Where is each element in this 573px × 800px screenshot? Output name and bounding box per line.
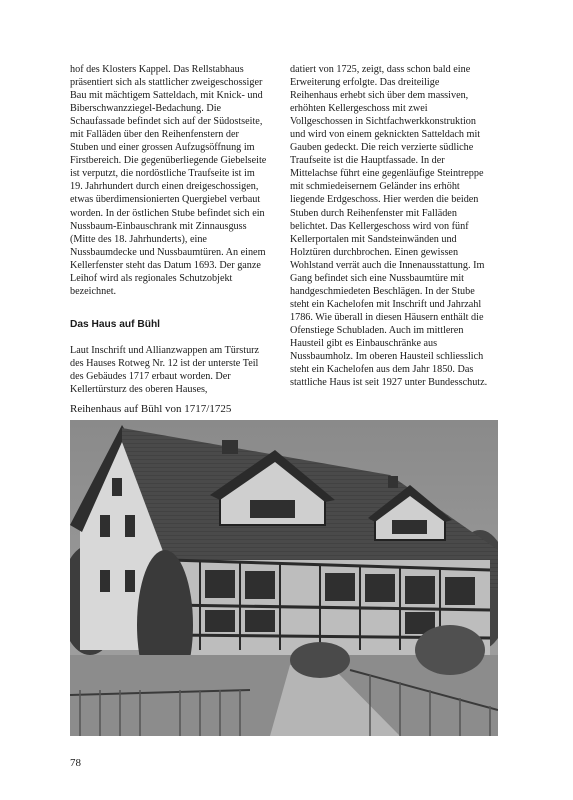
left-column-text-2	[70, 334, 268, 407]
house-photo-illustration	[70, 420, 498, 736]
right-column-text	[290, 63, 488, 389]
house-photograph	[70, 420, 498, 736]
page-number: 78	[70, 757, 81, 769]
figure-caption: Reihenhaus auf Bühl von 1717/1725	[70, 403, 232, 415]
right-paragraph-1: datiert von 1725, zeigt, dass schon bald eine Erweiterung erfolgte. Das dreiteilige Reihenhaus erhebt sich über dem massiven, erhöhten Kellergeschoss mit zwei Vollgeschossen in Sichtfachwerkkonstruktion und wird von einem geknickten Satteldach mit Gauben gedeckt. Die reich verzierte südliche Traufseite ist die Hauptfassade. In der Mittelachse führt eine gegenläufige Steintreppe mit schmiedeisernem Geländer ins erhöht liegende Erdgeschoss. Hier werden die beiden Stuben durch Reihenfenster mit Falläden belichtet. Das Kellergeschoss wird von fünf Kellerportalen mit Sandsteinwänden und Holztüren durchbrochen. Einen gewissen Wohlstand verrät auch die Innenausstattung. Im Gang befindet sich eine Nussbaumtüre mit handgeschmiedeten Beschlägen. In der Stube steht ein Kachelofen mit Inschrift und Jahrzahl 1786. Wie überall in diesen Häusern enthält die Ofenstiege Schubladen. Auch im mittleren Hausteil gibt es Einbauschränke aus Nussbaumholz. Im oberen Hausteil schliesslich steht ein Kachelofen aus dem Jahr 1850. Das stattliche Haus ist seit 1927 unter Bundesschutz.	[290, 64, 488, 389]
left-paragraph-1: hof des Klosters Kappel. Das Rellstabhaus präsentiert sich als stattlicher zweigeschossiger Bau mit mächtigem Satteldach, mit Knick- und Biberschwanzziegel-Bedachung. Die Schaufassade befindet sich auf der Südostseite, mit Falläden über den Reihenfenstern der Stuben und einer grossen Aufzugsöffnung im Firstbereich. Die gegenüberliegende Giebelseite ist verputzt, die nordöstliche Traufseite ist im 19. Jahrhundert durch einen dreigeschossigen, etwas überdimensionierten Quergiebel verbaut worden. In der östlichen Stube befindet sich ein Nussbaum-Einbauschrank mit Zinnausguss (Mitte des 18. Jahrhunderts), eine Nussbaumdecke und Nussbaumtüren. An einem Kellerfenster steht das Datum 1693. Der ganze Leihof wird als regionales Schutzobjekt bezeichnet.	[70, 64, 267, 297]
left-paragraph-2: Laut Inschrift und Allianzwappen am Türsturz des Hauses Rotweg Nr. 12 ist der unterste Teil des Gebäudes 1717 erbaut worden. Der Kellertürsturz des oberen Hauses,	[70, 345, 260, 396]
left-column-text	[70, 63, 268, 298]
section-heading: Das Haus auf Bühl	[70, 319, 161, 330]
